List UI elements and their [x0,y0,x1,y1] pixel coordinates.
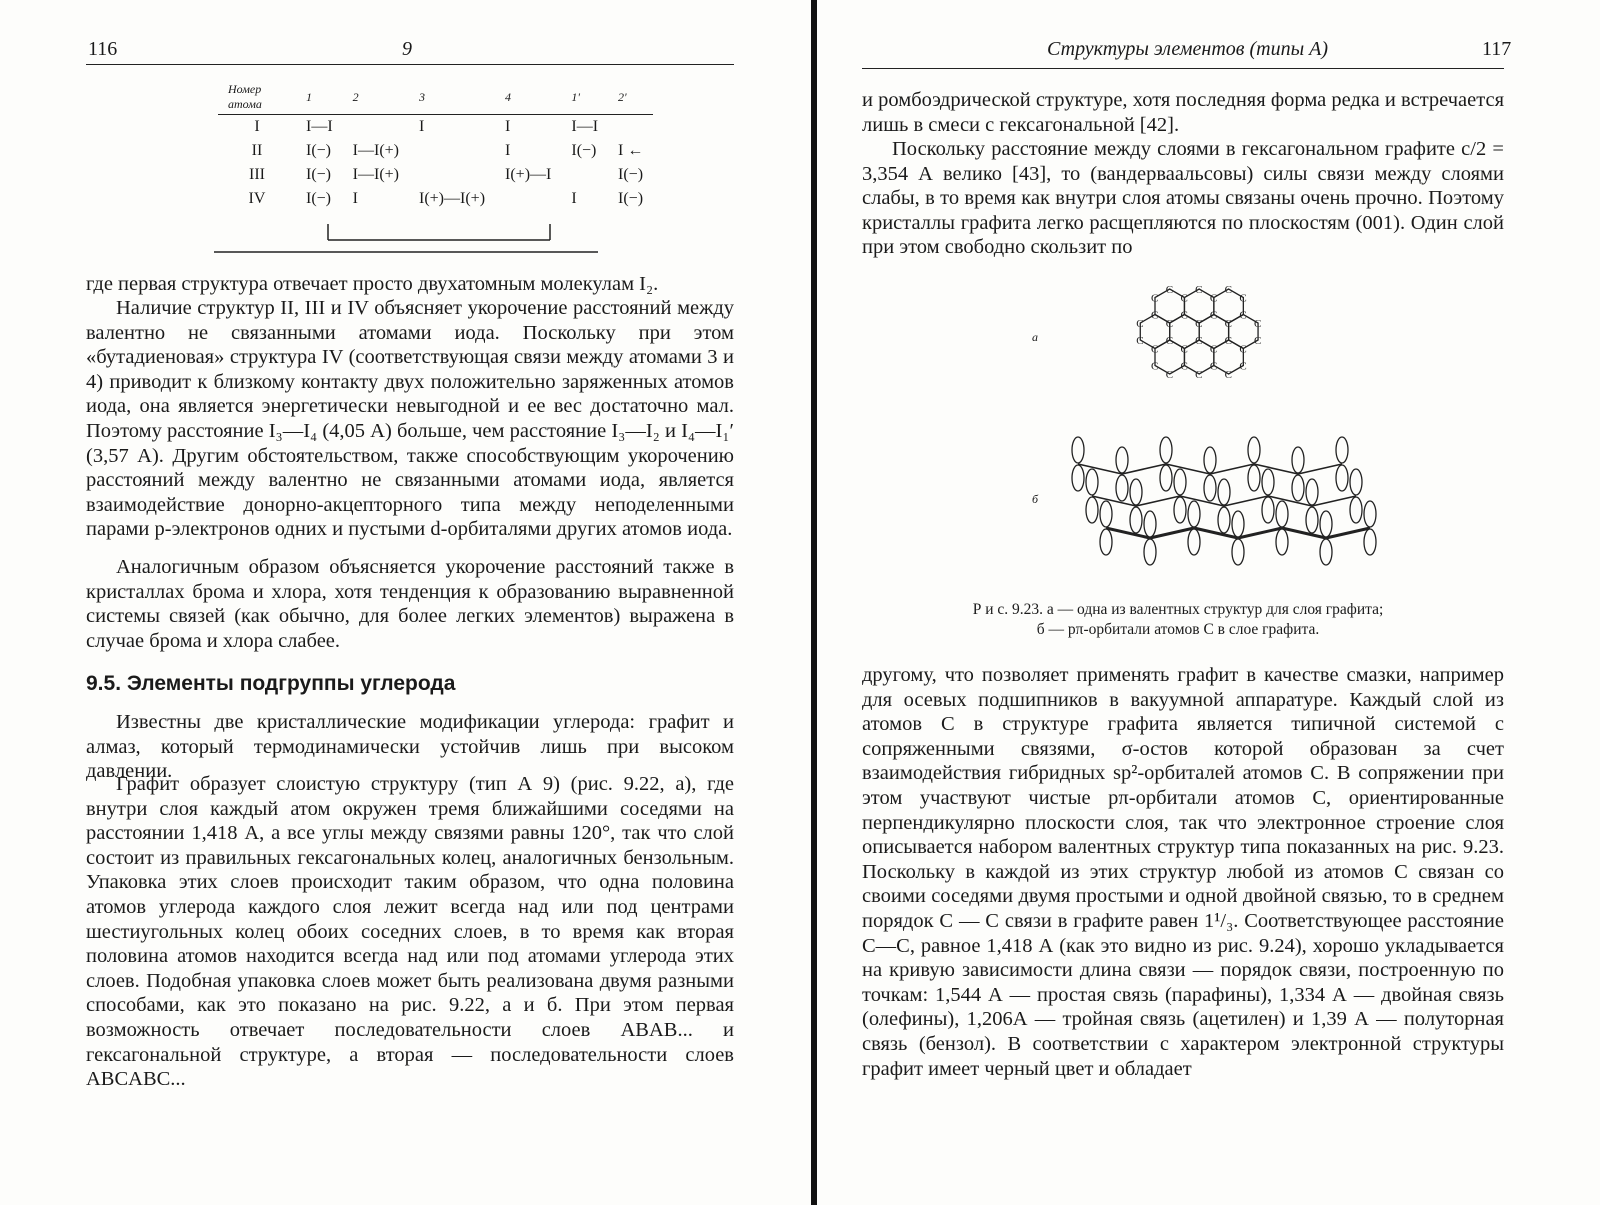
graphite-valence-structure-diagram [1115,262,1345,412]
figure-label-a: а [1032,330,1038,344]
carbon-atom-label: C [1151,292,1159,305]
table-header-label: Номер атома [218,80,296,115]
p-orbital-lobe [1262,469,1274,495]
p-orbital-lobe [1116,447,1128,473]
p-orbital-lobe [1262,497,1274,523]
left-page-number: 116 [88,38,118,60]
p-orbital-lobe [1248,437,1260,463]
table-col-header: 2' [608,80,653,115]
table-col-header: 1' [561,80,608,115]
table-cell: I—I [306,118,333,135]
p-orbital-lobe [1350,469,1362,495]
p-orbital-lobe [1336,465,1348,491]
carbon-atom-label: C [1195,284,1203,296]
sigma-bond-line [1166,464,1210,474]
sigma-bond-line [1150,528,1194,538]
carbon-atom-label: C [1209,292,1218,305]
p-orbital-lobe [1160,437,1172,463]
p-orbital-lobe [1188,501,1200,527]
table-cell: I(−) [571,142,597,159]
carbon-atom-label: C [1209,343,1218,356]
left-chapter-number: 9 [402,38,412,60]
carbon-atom-label: C [1180,343,1188,356]
table-cell: I(−) [306,166,332,183]
carbon-atom-label: C [1165,318,1174,330]
p-orbital-lobe [1350,497,1362,523]
sigma-bond-line [1282,528,1326,538]
p-orbital-lobe [1232,539,1244,565]
running-title: Структуры элементов (типы А) [1047,38,1329,60]
table-row [218,187,653,211]
table-cell: I(−) [306,142,332,159]
carbon-atom-label: C [1224,318,1232,330]
carbon-atom-label: C [1224,335,1232,347]
table-col-header: 4 [495,80,561,115]
table-cell: I [352,190,358,207]
p-orbital-lobe [1072,465,1084,491]
sigma-bond-line [1254,464,1298,474]
resonance-structures-table [218,80,653,211]
carbon-atom-label: C [1165,335,1174,347]
sigma-bond-line [1268,496,1312,506]
table-cell [608,115,653,140]
p-orbital-lobe [1100,501,1112,527]
right-paragraph-1: и ромбоэдрической структуре, хотя последняя форма редка и встречается лишь в смеси с гексагональной [42]. [862,89,1504,136]
p-orbital-lobe [1306,479,1318,505]
carbon-atom-label: C [1180,309,1188,322]
section-heading: 9.5. Элементы подгруппы углерода [86,672,456,695]
row-label: II [251,142,263,159]
carbon-atom-label: C [1239,360,1247,373]
table-cell [409,139,495,163]
p-orbital-lobe [1160,465,1172,491]
p-orbital-lobe [1174,497,1186,523]
carbon-atom-label: C [1239,343,1247,356]
table-cell: I ← [618,142,644,159]
p-orbital-lobe [1320,511,1332,537]
book-spine [811,0,817,1205]
carbon-atom-label: C [1165,284,1174,296]
table-cell: I(−) [618,166,644,183]
left-paragraph-1: где первая структура отвечает просто двухатомным молекулам I₂. [86,273,659,295]
row-label: IV [248,190,266,207]
carbon-atom-label: C [1151,360,1159,373]
figure-caption [868,600,1488,640]
p-orbital-lobe [1276,501,1288,527]
sigma-bond-line [1122,464,1166,474]
right-page-number: 117 [1482,38,1512,60]
carbon-atom-label: C [1165,369,1174,381]
sigma-bond-line [1194,528,1238,538]
p-orbital-lobe [1320,539,1332,565]
left-paragraph-3: Аналогичным образом объясняется укорочение расстояний также в кристаллах брома и хлора, хотя тенденция к образованию выравненной системы связей (как обычно, для более легких элементов) выражена в случае брома и хлора слабее. [86,556,734,652]
carbon-atom-label: C [1195,318,1203,330]
p-orbital-lobe [1218,479,1230,505]
p-orbital-lobe [1116,475,1128,501]
p-orbital-lobe [1204,447,1216,473]
table-cell: I(−) [618,190,644,207]
p-orbital-lobe [1100,529,1112,555]
p-orbital-lobe [1364,501,1376,527]
sigma-bond-line [1224,496,1268,506]
p-orbital-lobe [1086,469,1098,495]
table-cell [409,163,495,187]
carbon-atom-label: C [1136,318,1144,330]
sigma-bond-line [1092,496,1136,506]
p-orbital-lobe [1144,539,1156,565]
table-cell: I(+)—I [505,166,552,183]
row-label: III [249,166,265,183]
table-col-header: 1 [296,80,343,115]
caption-line-1: Р и с. 9.23. а — одна из валентных структур для слоя графита; [972,601,1384,618]
sigma-bond-line [1106,528,1150,538]
table-cell: I [419,118,425,135]
carbon-atom-label: C [1254,318,1262,330]
row-label: I [254,118,260,135]
table-cell: I [505,118,511,135]
table-cell: I—I(+) [352,142,399,159]
p-orbital-lobe [1232,511,1244,537]
carbon-atom-label: C [1254,335,1262,347]
sigma-bond-line [1078,464,1122,474]
carbon-atom-label: C [1224,284,1232,296]
right-paragraph-3: другому, что позволяет применять графит в качестве смазки, например для осевых подшипников в вакуумной аппаратуре. Каждый слой из атомов С в структуре графита является типичной системой с сопряженными связями, σ-остов которой образован за счет взаимодействия гибридных sp²-орбиталей атомов С. В сопряжении при этом участвуют чистые pπ-орбитали атомов С, ориентированные перпендикулярно плоскости слоя, так что электронное строение слоя описывается набором валентных структур типа показанных на рис. 9.23. Поскольку в каждой из этих структур любой из атомов С связан со своими соседями двумя простыми и одной двойной связью, то в среднем порядок С — С связи в графите равен 1¹/₃. Соответствующее расстояние С—С, равное 1,418 А (как это видно из рис. 9.24), хорошо укладывается на кривую зависимости длина связи — порядок связи, построенную по точкам: 1,544 А — простая связь (парафины), 1,334 А — двойная связь (олефины), 1,206А — тройная связь (ацетилен) и 1,39 А — полуторная связь (бензол). В соответствии с характером электронной структуры графит имеет черный цвет и обладает [862,664,1504,1080]
carbon-atom-label: C [1136,335,1144,347]
p-orbital-lobe [1292,447,1304,473]
table-cell: I(−) [306,190,332,207]
left-paragraph-5: Графит образует слоистую структуру (тип А 9) (рис. 9.22, а), где внутри слоя каждый атом окружен тремя ближайшими соседями на расстоянии 1,418 А, а все углы между связями равны 120°, так что слой состоит из правильных гексагональных колец, аналогичных бензольным. Упаковка этих слоев происходит таким образом, что одна половина атомов углерода каждого слоя лежит всегда над или под центрами шестиугольных колец обоих соседних слоев, в то время как вторая половина атомов находится всегда над или под атомами углерода этих слоев. Подобная упаковка слоев может быть реализована двумя разными способами, как это показано на рис. 9.22, а и б. При этом первая возможность отвечает последовательности слоев ABAB... и гексагональной структуре, а вторая — последовательности слоев ABCABC... [86,773,734,1091]
sigma-bond-line [1238,528,1282,538]
carbon-atom-label: C [1239,292,1247,305]
p-pi-orbitals-diagram [1050,412,1390,582]
sigma-bond-line [1326,528,1370,538]
table-cell: I [505,142,511,159]
p-orbital-lobe [1364,529,1376,555]
p-orbital-lobe [1292,475,1304,501]
carbon-atom-label: C [1195,335,1203,347]
left-header-rule [86,64,734,65]
table-header-row [218,80,653,115]
p-orbital-lobe [1218,507,1230,533]
carbon-atom-label: C [1239,309,1247,322]
sigma-bond-line [1312,496,1356,506]
p-orbital-lobe [1276,529,1288,555]
table-cell [561,163,608,187]
table-col-header: 2 [343,80,409,115]
right-header-rule [862,68,1504,69]
carbon-atom-label: C [1209,309,1218,322]
table-cell [343,115,409,140]
sigma-bond-line [1210,464,1254,474]
table-row [218,115,653,140]
carbon-atom-label: C [1180,360,1188,373]
table-row [218,163,653,187]
sigma-bond-line [1180,496,1224,506]
caption-line-2: б — pπ-орбитали атомов С в слое графита. [1036,621,1320,638]
table-cell: I—I [571,118,599,135]
table-cell: I—I(+) [352,166,399,183]
table-col-header: 3 [409,80,495,115]
p-orbital-lobe [1130,507,1142,533]
p-orbital-lobe [1336,437,1348,463]
carbon-atom-label: C [1209,360,1218,373]
carbon-atom-label: C [1180,292,1188,305]
sigma-bond-line [1298,464,1342,474]
table-connector-bracket [214,222,604,256]
table-row [218,139,653,163]
right-paragraph-2: Поскольку расстояние между слоями в гексагональном графите c/2 = 3,354 А велико [43], то (вандерваальсовы) силы связи между слоями слабы, в то время как внутри слоя атомы связаны очень прочно. Поэтому кристаллы графита легко расщепляются по плоскостям (001). Один слой при этом свободно скользит по [862,138,1504,259]
p-orbital-lobe [1086,497,1098,523]
p-orbital-lobe [1072,437,1084,463]
figure-label-b: б [1032,492,1039,506]
table-cell [495,187,561,211]
p-orbital-lobe [1174,469,1186,495]
p-orbital-lobe [1188,529,1200,555]
sigma-bond-line [1136,496,1180,506]
p-orbital-lobe [1306,507,1318,533]
p-orbital-lobe [1130,479,1142,505]
p-orbital-lobe [1204,475,1216,501]
table-cell: I [571,190,577,207]
table-cell: I(+)—I(+) [419,190,486,207]
carbon-atom-label: C [1224,369,1232,381]
left-paragraph-2: Наличие структур II, III и IV объясняет укорочение расстояний между валентно не связанными атомами иода. Поскольку при этом «бутадиеновая» структура IV (соответствующая связи между атомами 3 и 4) приводит к близкому контакту двух положительно заряженных атомов иода, она является энергетически невыгодной и ее вес достаточно мал. Поэтому расстояние I₃—I₄ (4,05 А) больше, чем расстояние I₃—I₂ и I₄—I₁′ (3,57 А). Другим обстоятельством, также способствующим укорочению расстояний между валентно не связанными атомами иода, является взаимодействие донорно-акцепторного типа между неподеленными парами p-электронов одних и пустыми d-орбиталями других атомов иода. [86,297,734,541]
carbon-atom-label: C [1151,309,1159,322]
carbon-atom-label: C [1151,343,1159,356]
p-orbital-lobe [1144,511,1156,537]
p-orbital-lobe [1248,465,1260,491]
left-paragraph-4: Известны две кристаллические модификации углерода: графит и алмаз, который термодинамически устойчив лишь при высоком давлении. [86,711,734,783]
carbon-atom-label: C [1195,369,1203,381]
